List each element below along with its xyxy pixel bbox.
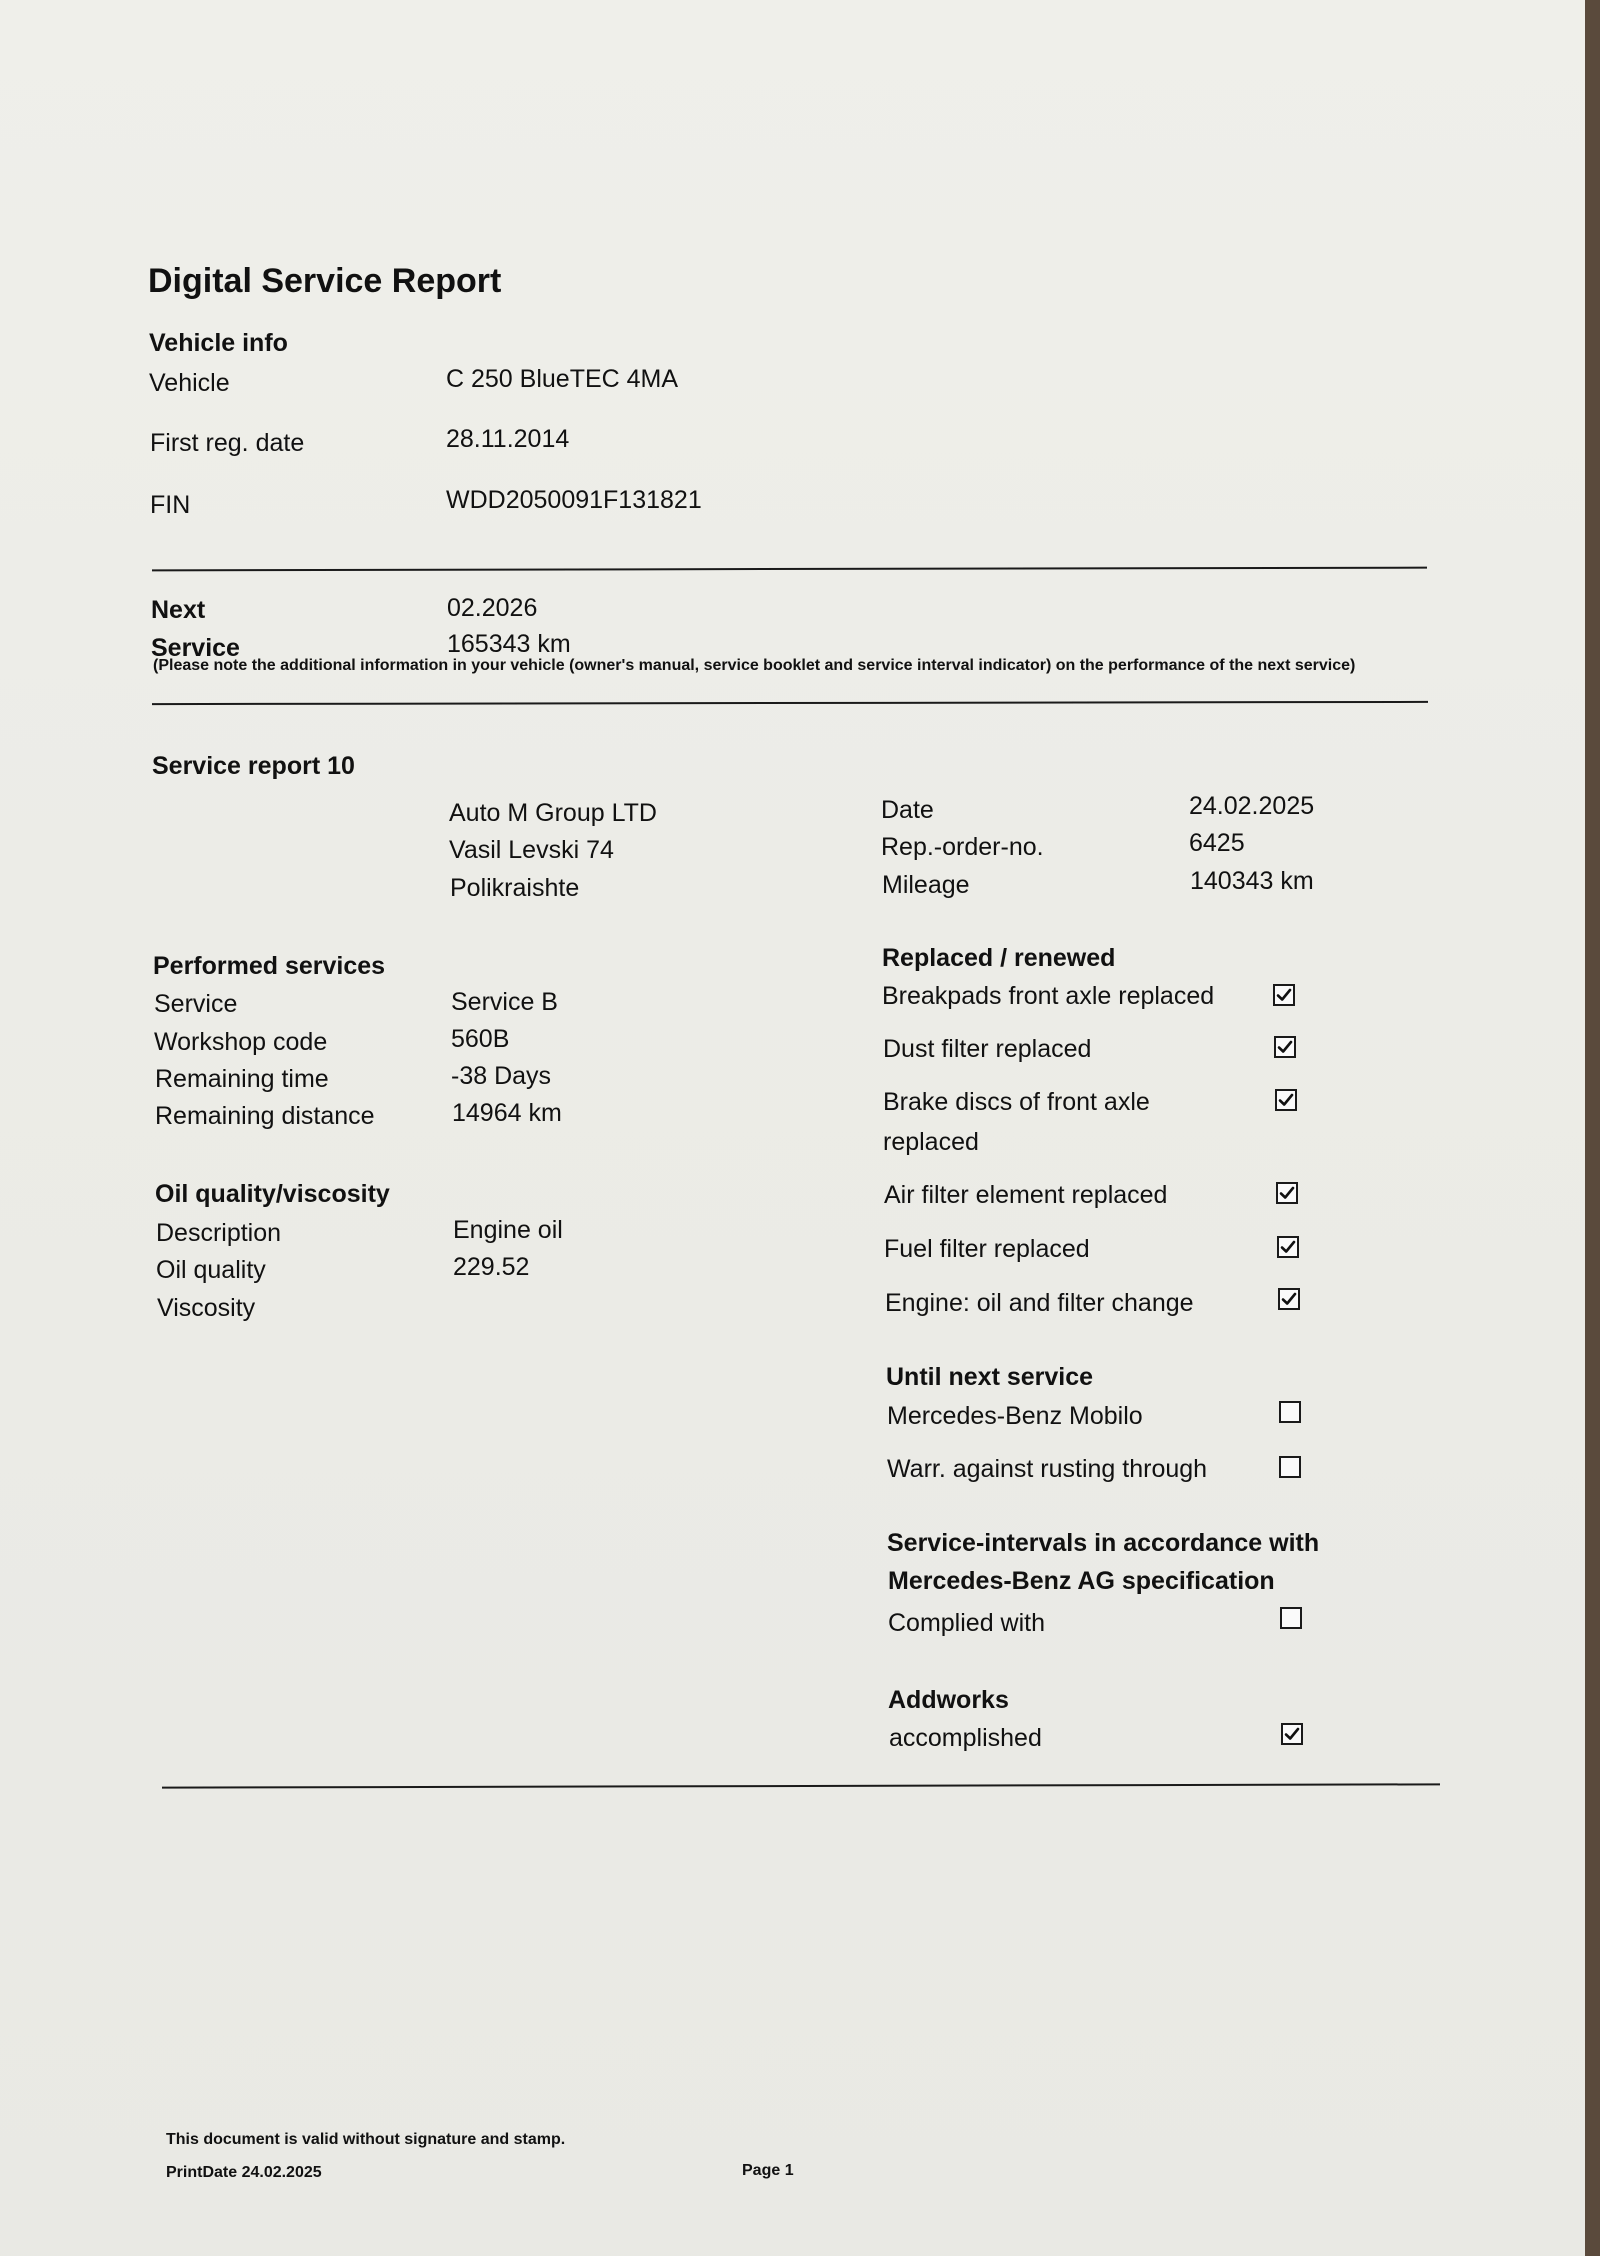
addworks-label: accomplished bbox=[889, 1724, 1042, 1752]
checkmark-icon bbox=[1284, 1726, 1300, 1742]
mileage-value: 140343 km bbox=[1190, 867, 1314, 895]
checkmark-icon bbox=[1277, 1039, 1293, 1055]
divider-line bbox=[152, 567, 1427, 572]
page-title: Digital Service Report bbox=[148, 262, 502, 300]
vehicle-value: C 250 BlueTEC 4MA bbox=[446, 365, 679, 393]
intervals-heading-2: Mercedes-Benz AG specification bbox=[888, 1567, 1275, 1595]
order-no-value: 6425 bbox=[1189, 829, 1245, 857]
performed-label: Remaining distance bbox=[155, 1102, 375, 1130]
performed-label: Remaining time bbox=[155, 1065, 329, 1093]
page-number: Page 1 bbox=[742, 2162, 794, 2179]
next-service-label-2: Service bbox=[151, 634, 240, 662]
replaced-item-label: Dust filter replaced bbox=[883, 1035, 1092, 1063]
performed-services-heading: Performed services bbox=[153, 952, 386, 980]
oil-label: Viscosity bbox=[157, 1294, 256, 1322]
oil-value: 229.52 bbox=[453, 1253, 530, 1281]
order-no-label: Rep.-order-no. bbox=[881, 833, 1044, 861]
replaced-item-label: Fuel filter replaced bbox=[884, 1235, 1090, 1263]
checkmark-icon bbox=[1280, 1239, 1296, 1255]
replaced-heading: Replaced / renewed bbox=[882, 944, 1116, 972]
performed-value: -38 Days bbox=[451, 1062, 552, 1090]
replaced-item-label: Breakpads front axle replaced bbox=[882, 982, 1215, 1010]
checkbox-checked[interactable] bbox=[1281, 1723, 1303, 1745]
until-next-item-label: Mercedes-Benz Mobilo bbox=[887, 1402, 1143, 1430]
first-reg-value: 28.11.2014 bbox=[446, 425, 570, 453]
oil-label: Description bbox=[156, 1219, 282, 1247]
performed-label: Service bbox=[154, 990, 238, 1018]
next-service-label-1: Next bbox=[151, 596, 206, 624]
until-next-heading: Until next service bbox=[886, 1363, 1094, 1391]
oil-heading: Oil quality/viscosity bbox=[155, 1180, 390, 1208]
checkmark-icon bbox=[1278, 1092, 1294, 1108]
performed-value: 14964 km bbox=[452, 1099, 562, 1127]
checkbox-unchecked[interactable] bbox=[1279, 1456, 1301, 1478]
service-report-heading: Service report 10 bbox=[152, 752, 355, 780]
fin-label: FIN bbox=[150, 491, 191, 519]
performed-value: Service B bbox=[451, 988, 558, 1016]
vehicle-label: Vehicle bbox=[149, 369, 230, 397]
mileage-label: Mileage bbox=[882, 871, 970, 899]
workshop-street: Vasil Levski 74 bbox=[449, 836, 614, 864]
checkbox-checked[interactable] bbox=[1273, 984, 1295, 1006]
report-date-value: 24.02.2025 bbox=[1189, 792, 1315, 820]
report-date-label: Date bbox=[881, 796, 934, 824]
divider-line bbox=[152, 701, 1428, 705]
checkbox-checked[interactable] bbox=[1274, 1036, 1296, 1058]
checkbox-checked[interactable] bbox=[1275, 1089, 1297, 1111]
checkmark-icon bbox=[1276, 987, 1292, 1003]
performed-value: 560B bbox=[451, 1025, 510, 1053]
replaced-item-label: Air filter element replaced bbox=[884, 1181, 1168, 1209]
intervals-heading-1: Service-intervals in accordance with bbox=[887, 1529, 1320, 1557]
checkbox-checked[interactable] bbox=[1276, 1182, 1298, 1204]
next-service-date: 02.2026 bbox=[447, 594, 538, 622]
workshop-name: Auto M Group LTD bbox=[449, 799, 657, 827]
oil-label: Oil quality bbox=[156, 1256, 266, 1284]
workshop-city: Polikraishte bbox=[450, 874, 580, 902]
first-reg-label: First reg. date bbox=[150, 429, 305, 457]
performed-label: Workshop code bbox=[154, 1028, 328, 1056]
vehicle-info-heading: Vehicle info bbox=[149, 329, 288, 357]
checkbox-checked[interactable] bbox=[1277, 1236, 1299, 1258]
replaced-item-label: Brake discs of front axle bbox=[883, 1088, 1150, 1116]
addworks-heading: Addworks bbox=[888, 1686, 1009, 1714]
divider-line bbox=[162, 1783, 1440, 1788]
checkbox-unchecked[interactable] bbox=[1279, 1401, 1301, 1423]
next-service-note: (Please note the additional information in your vehicle (owner's manual, service booklet and service interval indicator) on the performance of the next service) bbox=[153, 657, 1356, 674]
fin-value: WDD2050091F131821 bbox=[446, 486, 702, 514]
intervals-label: Complied with bbox=[888, 1609, 1046, 1637]
checkbox-unchecked[interactable] bbox=[1280, 1607, 1302, 1629]
checkmark-icon bbox=[1279, 1185, 1295, 1201]
validity-note: This document is valid without signature and stamp. bbox=[166, 2131, 566, 2148]
replaced-item-label-cont: replaced bbox=[883, 1128, 979, 1156]
print-date: PrintDate 24.02.2025 bbox=[166, 2164, 322, 2181]
checkmark-icon bbox=[1281, 1291, 1297, 1307]
oil-value: Engine oil bbox=[453, 1216, 563, 1244]
checkbox-checked[interactable] bbox=[1278, 1288, 1300, 1310]
until-next-item-label: Warr. against rusting through bbox=[887, 1455, 1208, 1483]
next-service-km: 165343 km bbox=[447, 630, 571, 658]
replaced-item-label: Engine: oil and filter change bbox=[885, 1289, 1194, 1317]
